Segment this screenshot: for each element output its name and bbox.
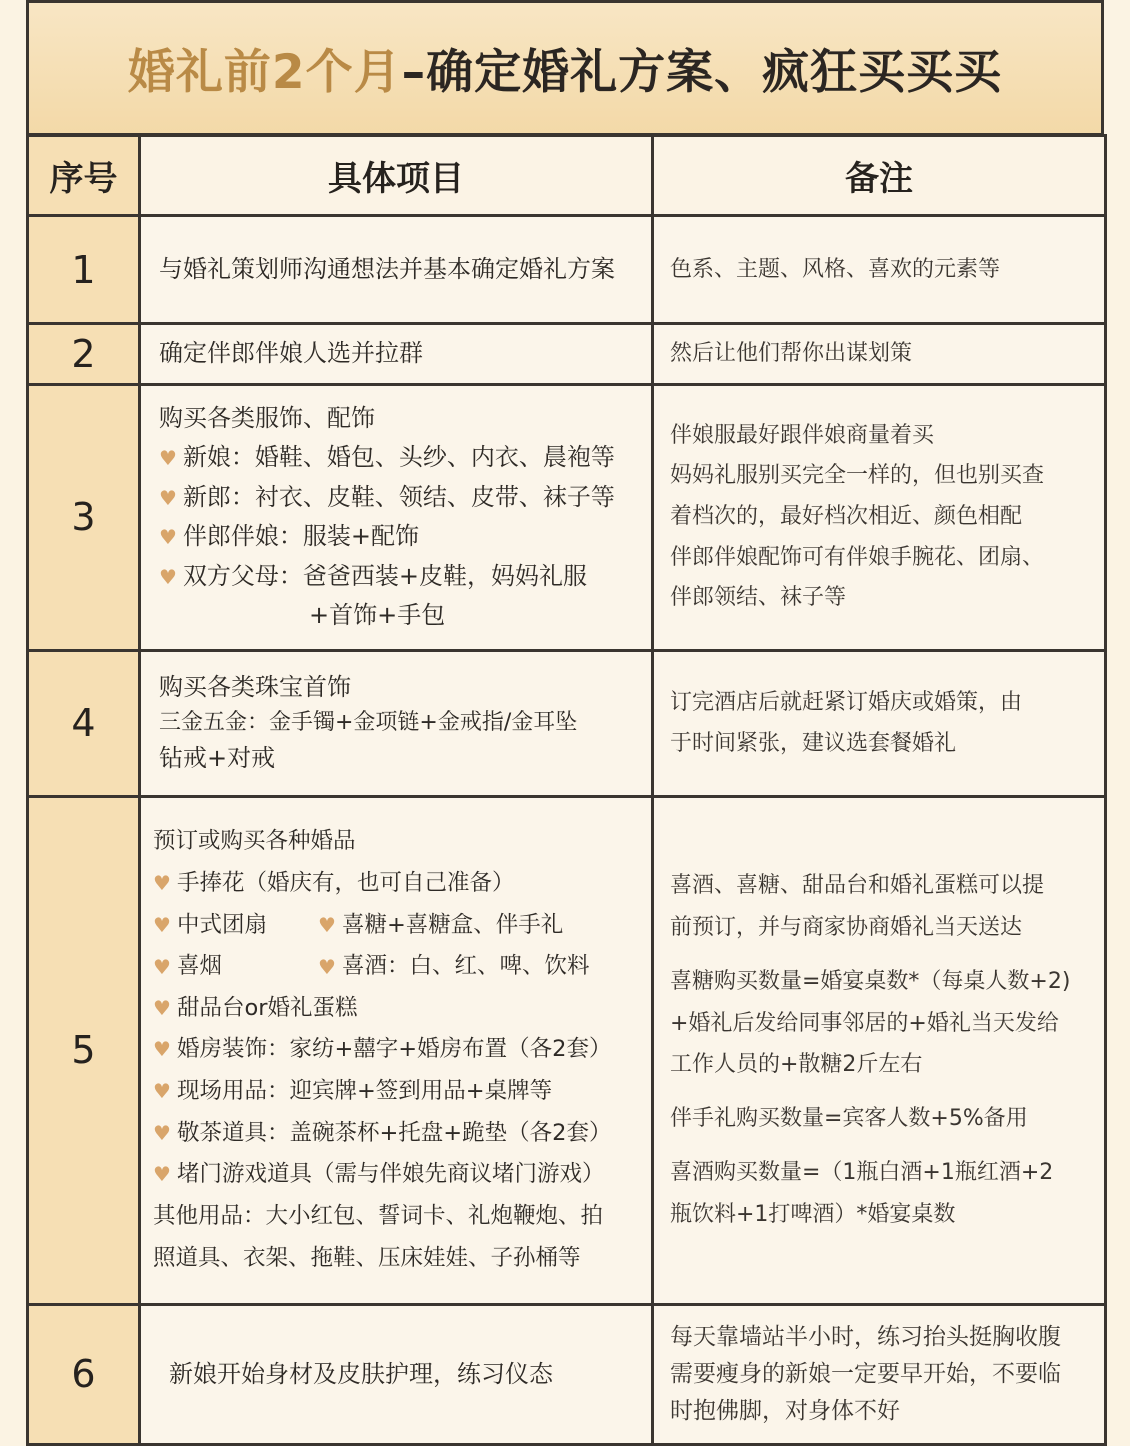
bullet-text: 中式团扇 [176, 911, 267, 938]
title-dash: – [401, 44, 427, 100]
note-text: 瓶饮料+1打啤酒）*婚宴桌数 [670, 1201, 956, 1227]
note-text: 伴娘服最好跟伴娘商量着买 [670, 422, 935, 448]
title-main: 确定婚礼方案、疯狂买买买 [426, 44, 1003, 100]
title-bar [26, 0, 1104, 136]
heart-icon: ♥ [153, 1037, 171, 1062]
item-text: 新娘开始身材及皮肤护理，练习仪态 [169, 1359, 553, 1388]
title-accent: 婚礼前2个月 [127, 44, 402, 100]
item-text: 确定伴郎伴娘人选并拉群 [159, 339, 423, 368]
row-note [653, 1304, 1106, 1444]
row-item [140, 650, 653, 796]
bullet-text: 喜烟 [176, 953, 222, 980]
row-item [140, 216, 653, 324]
bullet-pair [153, 946, 641, 988]
row-item [140, 384, 653, 650]
note-text: 伴手礼购买数量=宾客人数+5%备用 [670, 1106, 1028, 1132]
note-text: 每天靠墙站半小时，练习抬头挺胸收腹 [670, 1324, 1061, 1351]
bullet-item [153, 1113, 641, 1155]
bullet-text: 堵门游戏道具（需与伴娘先商议堵门游戏） [176, 1161, 605, 1188]
bullet-item [153, 863, 641, 905]
row-index: 2 [28, 324, 140, 385]
note-text: +婚礼后发给同事邻居的+婚礼当天发给 [670, 1010, 1059, 1036]
table-row [28, 384, 1106, 650]
item-text: 三金五金：金手镯+金项链+金戒指/金耳坠 [159, 710, 578, 736]
table-row [28, 216, 1106, 324]
plan-table [26, 134, 1107, 1446]
note-text: 订完酒店后就赶紧订婚庆或婚策，由 [670, 689, 1023, 715]
table-row [28, 650, 1106, 796]
table-row [28, 796, 1106, 1304]
bullet-text: 伴郎伴娘：服装+配饰 [182, 522, 420, 551]
table-row [28, 1304, 1106, 1444]
row-index: 1 [28, 216, 140, 324]
bullet-text: 现场用品：迎宾牌+签到用品+桌牌等 [176, 1078, 553, 1105]
heart-icon: ♥ [153, 995, 171, 1020]
heart-icon: ♥ [153, 1120, 171, 1145]
note-text: 色系、主题、风格、喜欢的元素等 [670, 256, 1001, 282]
header-index: 序号 [28, 136, 140, 216]
heart-icon: ♥ [159, 485, 177, 510]
bullet-continuation: +首饰+手包 [309, 601, 446, 630]
other-items: 照道具、衣架、拖鞋、压床娃娃、子孙桶等 [153, 1244, 581, 1271]
bullet-text: 婚房装饰：家纺+囍字+婚房布置（各2套） [176, 1036, 612, 1063]
note-text: 喜酒购买数量=（1瓶白酒+1瓶红酒+2 [670, 1159, 1054, 1185]
bullet-item [159, 557, 641, 597]
row-index: 3 [28, 384, 140, 650]
bullet-pair [153, 905, 641, 947]
other-items: 其他用品：大小红包、誓词卡、礼炮鞭炮、拍 [153, 1202, 604, 1229]
bullet-item [153, 1071, 641, 1113]
note-text: 喜糖购买数量=婚宴桌数*（每桌人数+2) [670, 968, 1071, 994]
bullet-text: 新郎：衬衣、皮鞋、领结、皮带、袜子等 [182, 482, 615, 511]
heart-icon: ♥ [159, 564, 177, 589]
row-item [140, 324, 653, 385]
item-title: 预订或购买各种婚品 [153, 828, 356, 855]
row-index: 4 [28, 650, 140, 796]
heart-icon: ♥ [153, 870, 171, 895]
page-title [128, 35, 1002, 102]
bullet-text: 双方父母：爸爸西装+皮鞋，妈妈礼服 [182, 561, 588, 590]
heart-icon: ♥ [153, 1162, 171, 1187]
row-index: 5 [28, 796, 140, 1304]
table-row [28, 324, 1106, 385]
bullet-text: 新娘：婚鞋、婚包、头纱、内衣、晨袍等 [182, 443, 615, 472]
bullet-item [159, 517, 641, 557]
bullet-text: 敬茶道具：盖碗茶杯+托盘+跪垫（各2套） [176, 1119, 612, 1146]
note-text: 喜酒、喜糖、甜品台和婚礼蛋糕可以提 [670, 873, 1045, 899]
note-text: 伴郎伴娘配饰可有伴娘手腕花、团扇、 [670, 544, 1045, 570]
row-index: 6 [28, 1304, 140, 1444]
heart-icon: ♥ [153, 1079, 171, 1104]
bullet-item [159, 438, 641, 478]
row-note [653, 216, 1106, 324]
note-text: 工作人员的+散糖2斤左右 [670, 1052, 923, 1078]
item-text: 钻戒+对戒 [159, 744, 276, 773]
bullet-item [159, 478, 641, 518]
row-item [140, 796, 653, 1304]
header-item: 具体项目 [140, 136, 653, 216]
note-text: 时抱佛脚，对身体不好 [670, 1397, 900, 1424]
bullet-text: 手捧花（婚庆有，也可自己准备） [176, 869, 515, 896]
note-text: 着档次的，最好档次相近、颜色相配 [670, 503, 1023, 529]
heart-icon: ♥ [318, 954, 336, 979]
note-text: 前预订，并与商家协商婚礼当天送达 [670, 914, 1023, 940]
note-text: 伴郎领结、袜子等 [670, 585, 847, 611]
item-title: 购买各类服饰、配饰 [159, 403, 375, 432]
note-text: 然后让他们帮你出谋划策 [670, 341, 913, 366]
row-item [140, 1304, 653, 1444]
bullet-item [153, 1154, 641, 1196]
bullet-text: 甜品台or婚礼蛋糕 [176, 994, 358, 1021]
row-note [653, 324, 1106, 385]
note-text: 需要瘦身的新娘一定要早开始，不要临 [670, 1360, 1061, 1387]
row-note [653, 796, 1106, 1304]
table-header-row [28, 136, 1106, 216]
note-text: 于时间紧张，建议选套餐婚礼 [670, 731, 957, 757]
header-note: 备注 [653, 136, 1106, 216]
row-note [653, 384, 1106, 650]
item-text: 与婚礼策划师沟通想法并基本确定婚礼方案 [159, 254, 615, 283]
bullet-text: 喜酒：白、红、啤、饮料 [341, 953, 590, 980]
row-note [653, 650, 1106, 796]
bullet-text: 喜糖+喜糖盒、伴手礼 [341, 911, 564, 938]
note-text: 妈妈礼服别买完全一样的，但也别买查 [670, 463, 1045, 489]
heart-icon: ♥ [153, 954, 171, 979]
item-text: 购买各类珠宝首饰 [159, 673, 351, 702]
bullet-item [153, 988, 641, 1030]
heart-icon: ♥ [159, 525, 177, 550]
heart-icon: ♥ [318, 912, 336, 937]
heart-icon: ♥ [153, 912, 171, 937]
heart-icon: ♥ [159, 446, 177, 471]
bullet-item [153, 1029, 641, 1071]
